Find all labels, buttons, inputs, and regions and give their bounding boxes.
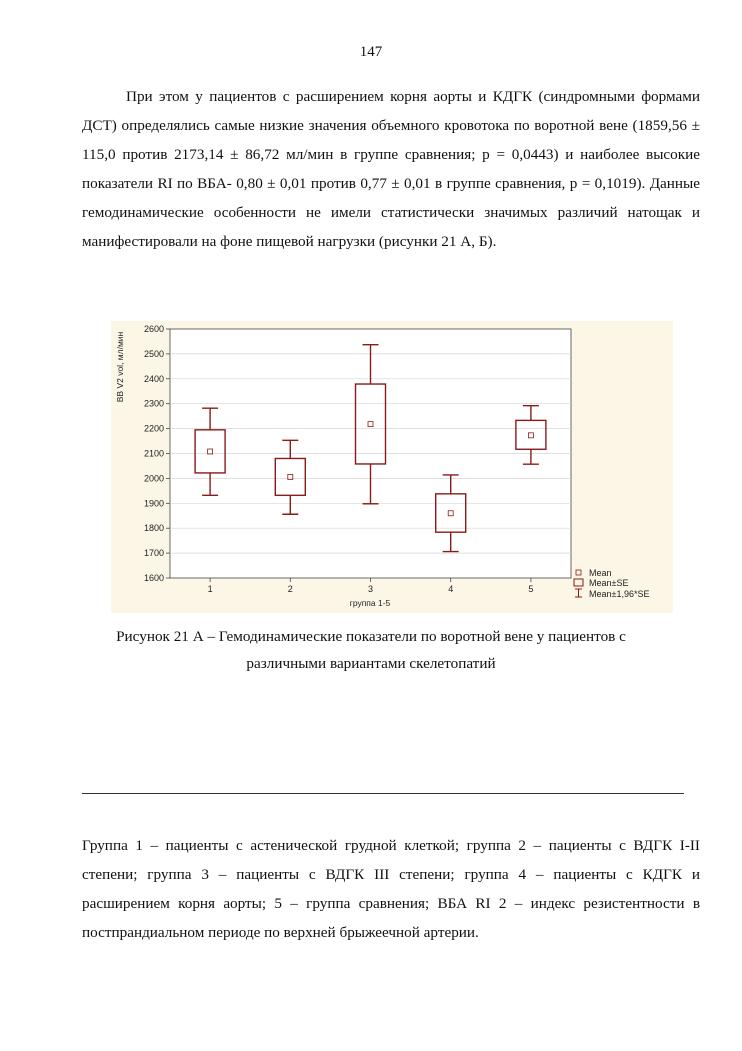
y-axis-ticks (144, 324, 170, 583)
y-tick-label: 1600 (143, 573, 164, 583)
y-tick-label: 2100 (143, 448, 164, 459)
y-tick-label: 2300 (143, 398, 164, 409)
legend-mean-marker (576, 570, 581, 575)
legend-se-marker (574, 579, 583, 586)
figure-caption (60, 623, 682, 677)
y-tick-label: 2200 (143, 423, 164, 434)
figure-21a (111, 321, 673, 613)
y-tick-label: 1900 (143, 498, 164, 509)
footnote: Группа 1 – пациенты с астенической грудной клеткой; группа 2 – пациенты с ВДГК I-II степени; группа 3 – пациенты с ВДГК III степени; группа 4 – пациенты с КДГК и расширением корня аорты; 5 – группа сравнения; ВБА RI 2 – индекс резистентности в постпрандиальном периоде по верхней брыжеечной артерии. (82, 837, 700, 941)
y-tick-label: 1800 (143, 523, 164, 534)
y-tick-label: 2500 (143, 348, 164, 359)
caption-line-2: различными вариантами скелетопатий (246, 655, 496, 672)
y-tick-label: 2000 (143, 473, 164, 484)
y-axis-label: ВВ V2 vol, мл/мин (115, 331, 125, 403)
x-axis-label: группа 1-5 (349, 598, 391, 608)
legend-ci-marker (575, 589, 582, 597)
y-tick-label: 2600 (143, 324, 164, 334)
legend-label-se: Mean±SE (589, 578, 629, 588)
legend-label-ci: Mean±1,96*SE (589, 589, 650, 599)
y-tick-label: 2400 (143, 373, 164, 384)
box-plot-chart (111, 321, 673, 613)
caption-line-1: Рисунок 21 А – Гемодинамические показатели по воротной вене у пациентов с (116, 628, 626, 645)
legend-label-mean: Mean (589, 568, 612, 578)
body-paragraph: При этом у пациентов с расширением корня аорты и КДГК (синдромными формами ДСТ) определялись самые низкие значения объемного кровотока по воротной вене (1859,56 ± 115,0 против 2173,14 ± 86,72 мл/мин в группе сравнения; р = 0,0443) и наиболее высокие показатели RI по ВБА- 0,80 ± 0,01 против 0,77 ± 0,01 в группе сравнения, р = 0,1019). Данные гемодинамические особенности не имели статистически значимых различий натощак и манифестировали на фоне пищевой нагрузки (рисунки 21 А, Б). (82, 88, 700, 250)
x-axis-ticks (208, 578, 534, 594)
footnote-separator (82, 793, 684, 794)
y-tick-label: 1700 (143, 548, 164, 559)
x-tick-label: 2 (287, 584, 293, 594)
x-tick-label: 3 (367, 584, 374, 594)
x-tick-label: 5 (528, 584, 534, 594)
x-tick-label: 1 (207, 584, 213, 594)
x-tick-label: 4 (448, 584, 454, 594)
legend (574, 568, 649, 599)
page-number: 147 (359, 44, 383, 60)
